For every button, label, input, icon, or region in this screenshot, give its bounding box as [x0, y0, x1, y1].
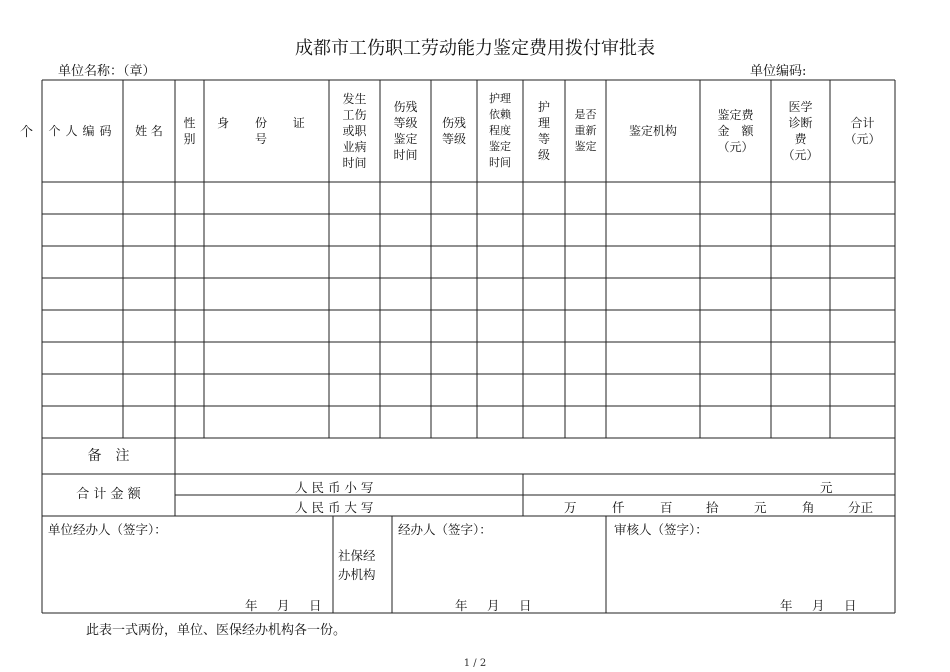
- unit-shi: 拾: [706, 500, 719, 515]
- header-id-number: 身 份 证 号: [217, 115, 316, 146]
- header-medical-fee: 医学 诊断 费 （元）: [782, 99, 819, 163]
- date-month-2: 月: [487, 598, 500, 613]
- unit-code-label: 单位编码:: [750, 64, 807, 79]
- header-name: 姓 名: [135, 123, 163, 138]
- handler-label: 经办人（签字）：: [398, 522, 492, 537]
- unit-bai: 百: [660, 500, 673, 515]
- footnote: 此表一式两份，单位、医保经办机构各一份。: [86, 623, 347, 638]
- date-year-2: 年: [455, 598, 468, 613]
- date-month-1: 月: [277, 598, 290, 613]
- date-day-1: 日: [309, 598, 322, 613]
- date-day-2: 日: [519, 598, 532, 613]
- header-nursing-assess-time: 护理 依赖 程度 鉴定 时间: [489, 92, 511, 169]
- remarks-label: 备 注: [87, 447, 130, 464]
- header-gender: 性 别: [183, 115, 196, 146]
- form-title: 成都市工伤职工劳动能力鉴定费用拨付审批表: [295, 38, 655, 59]
- header-disability-grade: 伤残 等级: [441, 115, 466, 146]
- header-nursing-grade: 护 理 等 级: [537, 99, 550, 163]
- date-month-3: 月: [812, 598, 825, 613]
- unit-fen-zheng: 分正: [848, 500, 874, 515]
- date-year-1: 年: [245, 598, 258, 613]
- reviewer-label: 审核人（签字）：: [614, 522, 708, 537]
- unit-yuan: 元: [754, 500, 767, 515]
- unit-jiao: 角: [802, 500, 815, 515]
- unit-handler-label: 单位经办人（签字）：: [48, 522, 167, 537]
- rmb-lower-label: 人 民 币 小 写: [295, 480, 374, 495]
- rmb-upper-label: 人 民 币 大 写: [295, 500, 374, 515]
- header-institution: 鉴定机构: [628, 123, 677, 138]
- yuan-unit: 元: [820, 480, 833, 495]
- page-number: 1 / 2: [463, 658, 487, 669]
- header-occurrence-time: 发生 工伤 或职 业病 时间: [342, 91, 367, 171]
- date-day-3: 日: [844, 598, 857, 613]
- unit-wan: 万: [564, 500, 577, 515]
- unit-name-label: 单位名称：（章）: [58, 64, 156, 79]
- header-assess-fee: 鉴定费 金 额 （元）: [717, 107, 754, 155]
- date-year-3: 年: [780, 598, 793, 613]
- header-personal-code: 个人编码: [48, 123, 117, 138]
- social-insurance-agency-label: 社保经 办机构: [338, 548, 376, 583]
- side-character: 个: [20, 125, 34, 140]
- header-disability-assess-time: 伤残 等级 鉴定 时间: [393, 99, 418, 163]
- total-amount-label: 合 计 金 额: [76, 487, 141, 503]
- header-total: 合计 （元）: [844, 115, 881, 146]
- header-reassessment: 是否 重新 鉴定: [574, 108, 597, 153]
- unit-qian: 仟: [612, 500, 625, 515]
